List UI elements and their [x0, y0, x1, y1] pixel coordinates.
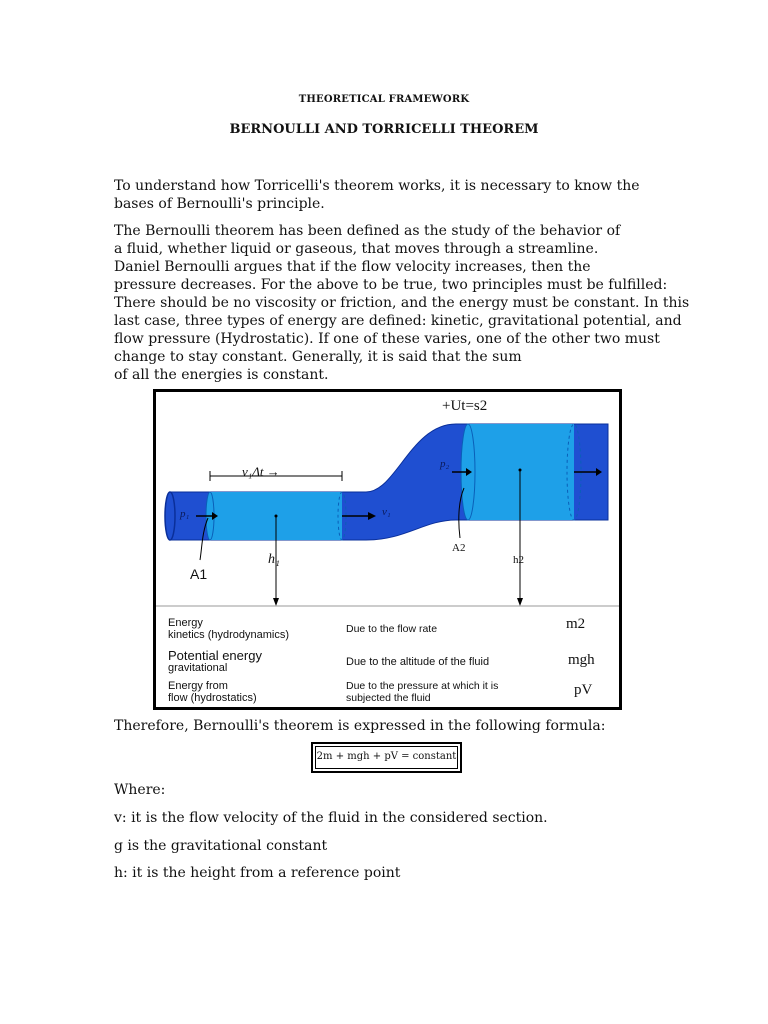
label-a2: A2 [452, 542, 466, 554]
paragraph-bernoulli [114, 222, 689, 384]
table-cell: Energy from [168, 680, 228, 692]
definition-v: v: it is the flow velocity of the fluid in the considered section. [114, 810, 548, 826]
text-line: pressure decreases. For the above to be true, two principles must be fulfilled: [114, 277, 668, 293]
text-line: The Bernoulli theorem has been defined as the study of the behavior of [114, 223, 621, 239]
table-row-2-label [168, 650, 262, 674]
label-top: +Ut=s2 [442, 398, 488, 414]
text-line: of all the energies is constant. [114, 367, 329, 383]
text-line: flow pressure (Hydrostatic). If one of these varies, one of the other two must [114, 331, 660, 347]
text-line: bases of Bernoulli's principle. [114, 196, 325, 212]
text-line: There should be no viscosity or friction, and the energy must be constant. In this [114, 295, 690, 311]
label-v1-delta-t: v₁Δt → [242, 464, 280, 479]
table-row-2-value: mgh [568, 652, 595, 668]
label-h2: h2 [513, 554, 524, 566]
label-v1: v₁ [382, 506, 391, 518]
table-row-1-desc: Due to the flow rate [346, 623, 438, 635]
table-cell: Potential energy [168, 648, 262, 663]
table-row-1-label [168, 617, 289, 641]
table-cell: kinetics (hydrodynamics) [168, 629, 290, 641]
text-line: To understand how Torricelli's theorem works, it is necessary to know the [114, 178, 640, 194]
table-cell: Energy [168, 617, 203, 629]
table-row-3-value: pV [574, 682, 593, 698]
pipe-inlet-end [165, 492, 175, 540]
definition-g: g is the gravitational constant [114, 838, 328, 854]
definition-h: h: it is the height from a reference point [114, 865, 401, 881]
page-title: BERNOULLI AND TORRICELLI THEOREM [229, 122, 539, 137]
text-line: Daniel Bernoulli argues that if the flow velocity increases, then the [114, 259, 591, 275]
text-line: change to stay constant. Generally, it is said that the sum [114, 349, 522, 365]
table-cell: subjected the fluid [346, 692, 431, 704]
label-a1: A1 [190, 566, 208, 582]
formula-box [311, 742, 462, 773]
table-cell: gravitational [168, 662, 228, 674]
formula-intro: Therefore, Bernoulli's theorem is expressed in the following formula: [114, 718, 606, 734]
table-row-3-label [168, 680, 257, 704]
text-line: a fluid, whether liquid or gaseous, that moves through a streamline. [114, 241, 599, 257]
label-h1: h₁ [268, 552, 280, 567]
table-row-3-desc [346, 680, 498, 704]
bernoulli-diagram [153, 389, 622, 710]
definitions-where: Where: [114, 782, 166, 798]
label-p1: p₁ [180, 508, 190, 520]
table-cell: flow (hydrostatics) [168, 692, 257, 704]
table-row-1-value: m2 [566, 616, 586, 632]
section-heading: THEORETICAL FRAMEWORK [298, 94, 470, 105]
text-line: last case, three types of energy are defined: kinetic, gravitational potential, and [114, 313, 682, 329]
label-p2: p₂ [440, 458, 450, 470]
formula-expression: 2m + mgh + pV = constant [316, 751, 457, 762]
table-cell: Due to the pressure at which it is [346, 680, 499, 692]
fluid-segment-2 [468, 424, 574, 520]
paragraph-intro [114, 177, 640, 213]
table-row-2-desc: Due to the altitude of the fluid [346, 656, 490, 668]
